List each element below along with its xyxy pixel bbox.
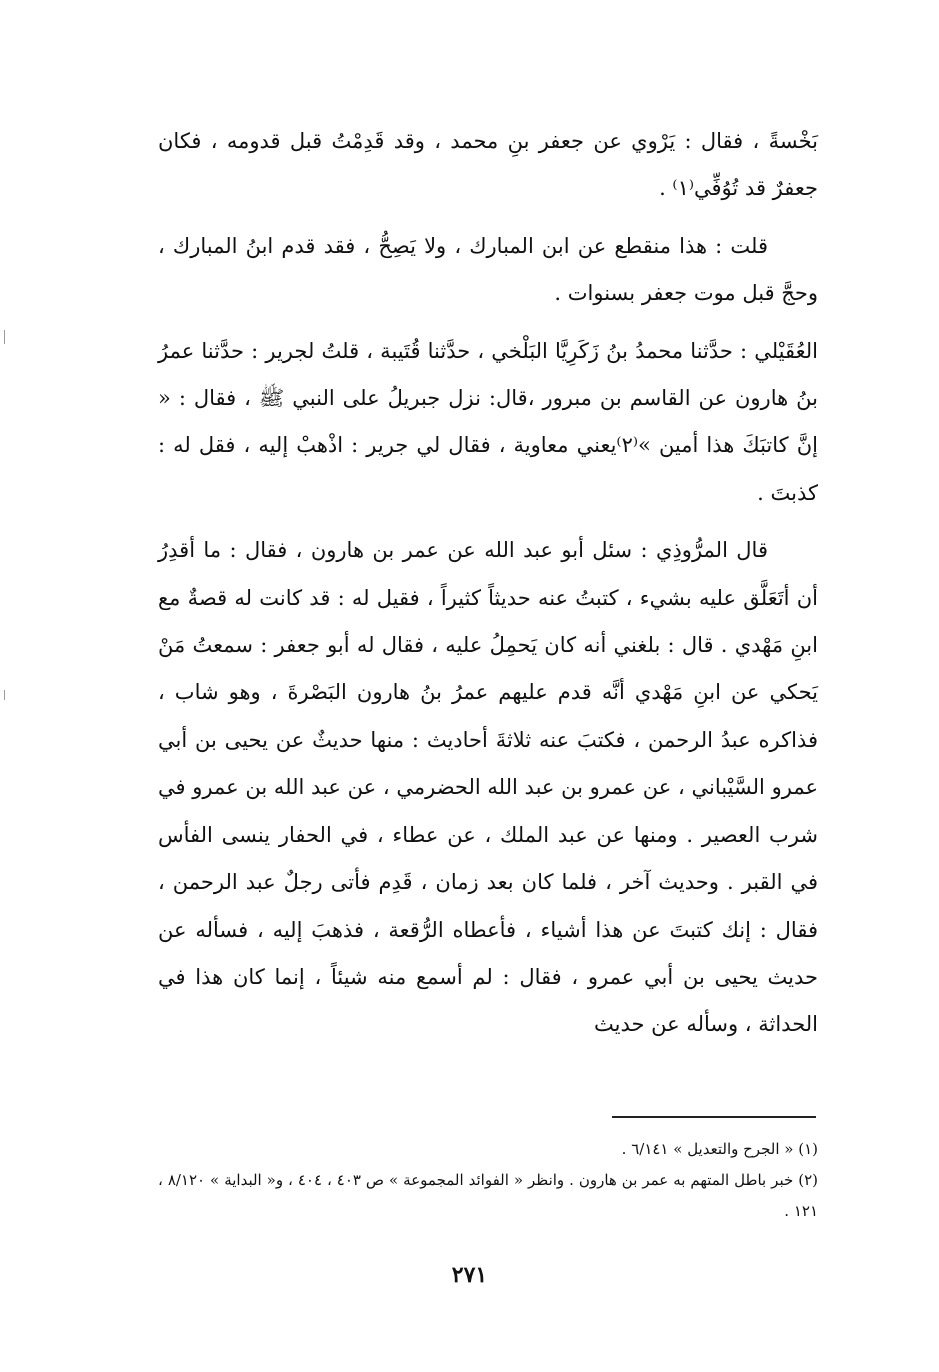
footnote-1: (١) « الجرح والتعديل » ٦/١٤١ . bbox=[621, 1140, 818, 1158]
margin-mark bbox=[4, 690, 5, 700]
paragraph-3: العُقَيْلي : حدَّثنا محمدُ بنُ زَكَرِيَّا البَلْخي ، حدَّثنا قُتَيبة ، قلتُ لجرير : حدَّثنا عمرُ بنُ هارون عن القاسم بن مبرور ،قال: نزل جبريلُ على النبي ﷺ ، فقال : « إنَّ كاتبَكَ هذا أمين »⁽٢⁾يعني معاوية ، فقال لي جرير : اذْهبْ إليه ، فقل له : كذبتَ . bbox=[158, 338, 818, 505]
page-number: ٢٧١ bbox=[451, 1262, 488, 1288]
paragraph-1: بَخْسةً ، فقال : يَرْوي عن جعفر بنِ محمد ، وقد قَدِمْتُ قبل قدومه ، فكان جعفرٌ قد تُوُفِّي⁽١⁾ . bbox=[158, 129, 818, 201]
main-text bbox=[158, 118, 818, 1049]
footnotes bbox=[158, 1134, 818, 1227]
footnote-2: (٢) خبر باطل المتهم به عمر بن هارون . وانظر « الفوائد المجموعة » ص ٤٠٣ ، ٤٠٤ ، و« البداية » ٨/١٢٠ ، ١٢١ . bbox=[158, 1171, 818, 1220]
margin-mark bbox=[4, 330, 5, 344]
paragraph-2: قلت : هذا منقطع عن ابن المبارك ، ولا يَصِحُّ ، فقد قدم ابنُ المبارك ، وحجَّ قبل موت جعفر بسنوات . bbox=[158, 233, 818, 306]
footnote-separator bbox=[612, 1116, 816, 1118]
paragraph-4: قال المرُّوذِي : سئل أبو عبد الله عن عمر بن هارون ، فقال : ما أقدِرُ أن أتَعَلَّق عليه بشيء ، كتبتُ عنه حديثاً كثيراً ، فقيل له : قد كانت له قصةٌ مع ابنِ مَهْدي . قال : بلغني أنه كان يَحمِلُ عليه ، فقال له أبو جعفر : سمعتُ مَنْ يَحكي عن ابنِ مَهْدي أنَّه قدم عليهم عمرُ بنُ هارون البَصْرةَ ، وهو شاب ، فذاكره عبدُ الرحمن ، فكتبَ عنه ثلاثةَ أحاديث : منها حديثٌ عن يحيى بن أبي عمرو السَّيْباني ، عن عمرو بن عبد الله الحضرمي ، عن عبد الله بن عمرو في شرب العصير . ومنها عن عبد الملك ، عن عطاء ، في الحفار ينسى الفأس في القبر . وحديث آخر ، فلما كان بعد زمان ، قَدِم فأتى رجلٌ عبد الرحمن ، فقال : إنك كتبتَ عن هذا أشياء ، فأعطاه الرُّقعة ، فذهبَ إليه ، فسأله عن حديث يحيى بن أبي عمرو ، فقال : لم أسمع منه شيئاً ، إنما كان هذا في الحداثة ، وسأله عن حديث bbox=[158, 538, 818, 1037]
